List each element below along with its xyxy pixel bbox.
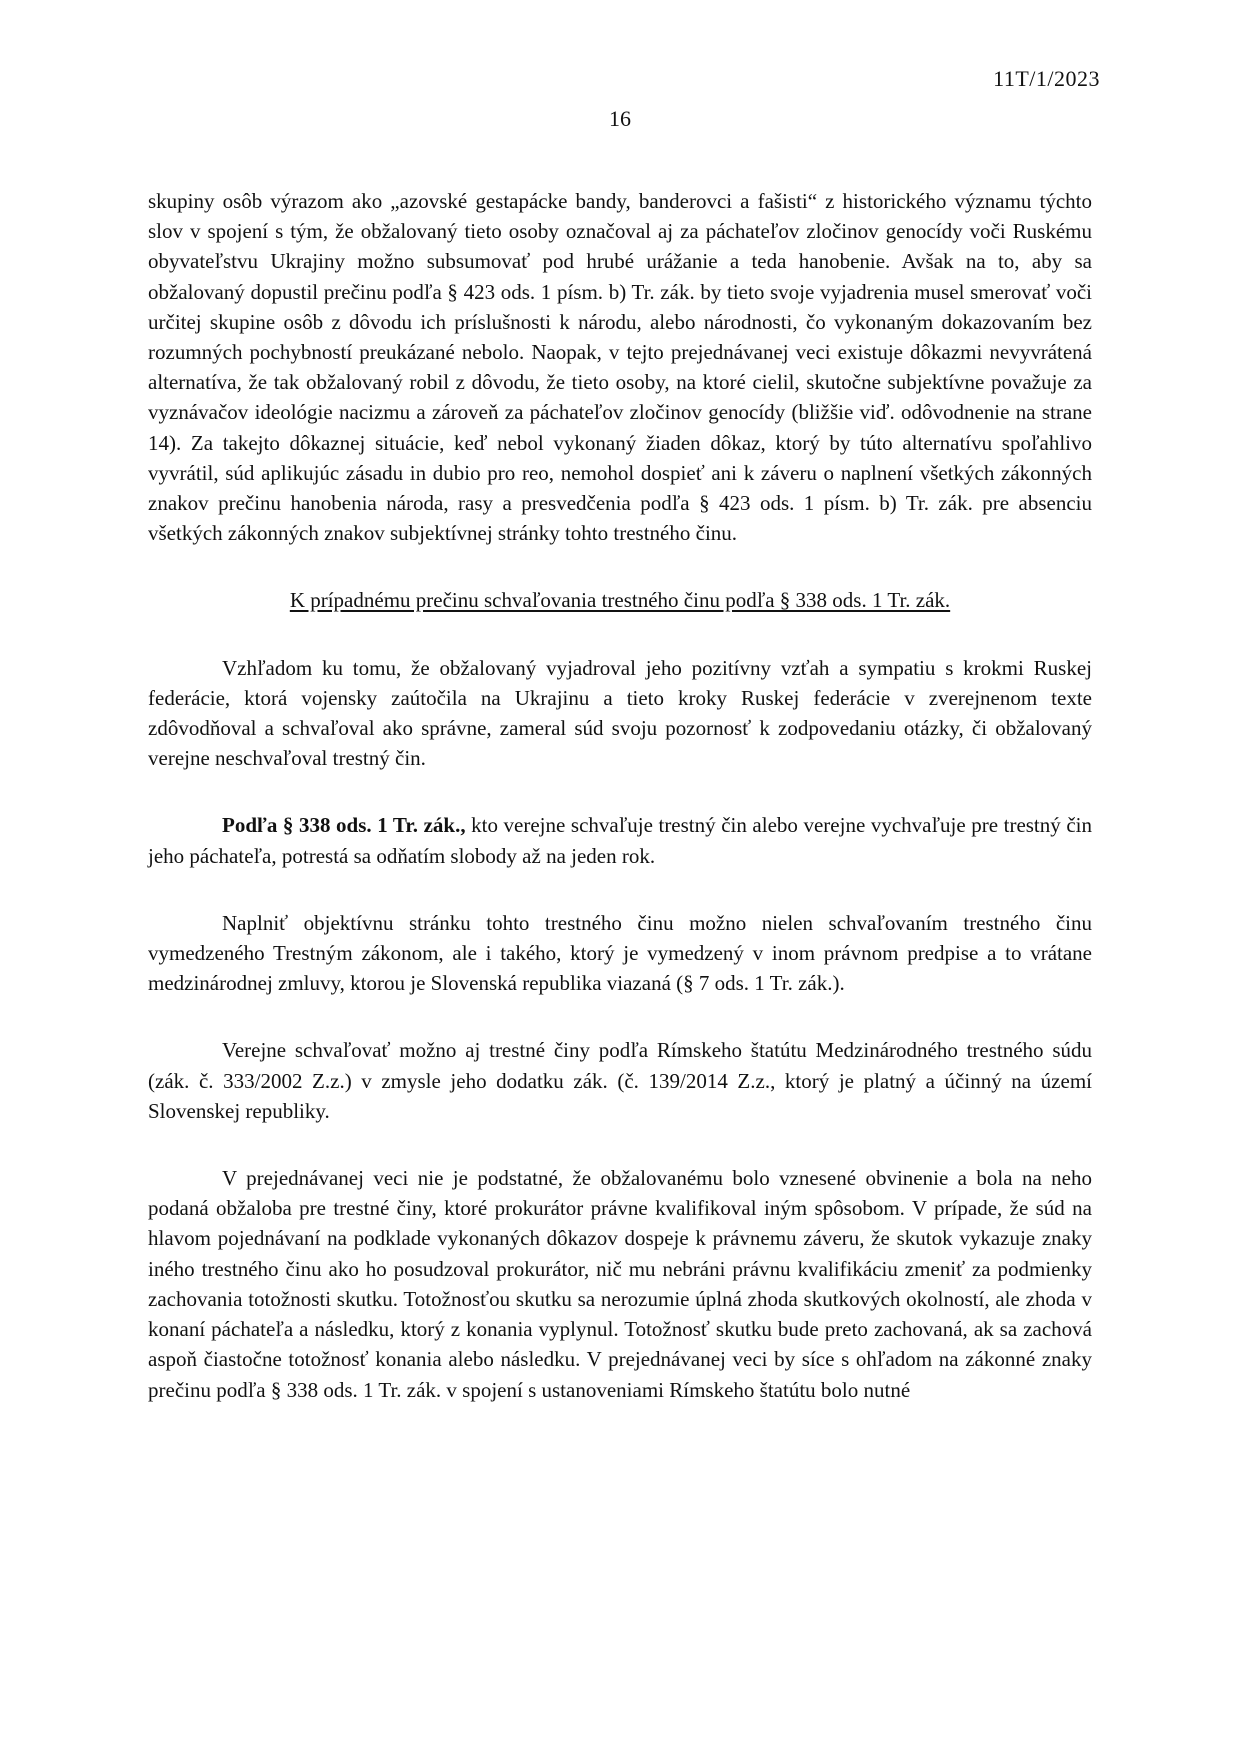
paragraph-objective-side: Naplniť objektívnu stránku tohto trestného činu možno nielen schvaľovaním trestného činu vymedzeného Trestným zákonom, ale i takého, ktorý je vymedzený v inom právnom predpise a to vrátane medzinárodnej zmluvy, ktorou je Slovenská republika viazaná (§ 7 ods. 1 Tr. zák.).	[148, 910, 1092, 996]
spacer	[148, 616, 1092, 653]
paragraph-rome-statute: Verejne schvaľovať možno aj trestné činy podľa Rímskeho štatútu Medzinárodného trestného súdu (zák. č. 333/2002 Z.z.) v zmysle jeho dodatku zák. (č. 139/2014 Z.z., ktorý je platný a účinný na území Slovenskej republiky.	[148, 1038, 1092, 1123]
paragraph-statute-338	[148, 810, 1092, 870]
case-number: 11T/1/2023	[993, 66, 1100, 91]
paragraph-legal-qualification: V prejednávanej veci nie je podstatné, že obžalovanému bolo vznesené obvinenie a bola na neho podaná obžaloba pre trestné činy, ktoré prokurátor právne kvalifikoval iným spôsobom. V prípade, že súd na hlavom pojednávaní na podklade vykonaných dôkazov dospeje k právnemu záveru, že skutok vykazuje znaky iného trestného činu ako ho posudzoval prokurátor, nič mu nebráni právnu kvalifikáciu zmeniť za podmienky zachovania totožnosti skutku. Totožnosťou skutku sa nerozumie úplná zhoda skutkových okolností, ale zhoda v konaní páchateľa a následku, ktorý z konania vyplynul. Totožnosť skutku bude preto zachovaná, ak sa zachová aspoň čiastočne totožnosť konania alebo následku. V prejednávanej veci by síce s ohľadom na zákonné znaky prečinu podľa § 338 ods. 1 Tr. zák. v spojení s ustanoveniami Rímskeho štatútu bolo nutné	[148, 1166, 1092, 1402]
document-body	[148, 186, 1092, 1405]
paragraph-vzhladom: Vzhľadom ku tomu, že obžalovaný vyjadroval jeho pozitívny vzťah a sympatiu s krokmi Ruskej federácie, ktorá vojensky zaútočila na Ukrajinu a tieto kroky Ruskej federácie v zverejnenom texte zdôvodňoval a schvaľoval ako správne, zameral súd svoju pozornosť k zodpovedaniu otázky, či obžalovaný verejne neschvaľoval trestný čin.	[148, 655, 1092, 771]
paragraph-continuation: skupiny osôb výrazom ako „azovské gestapácke bandy, banderovci a fašisti“ z historického významu týchto slov v spojení s tým, že obžalovaný tieto osoby označoval aj za páchateľov zločinov genocídy voči Ruskému obyvateľstvu Ukrajiny možno subsumovať pod hrubé urážanie a teda hanobenie. Avšak na to, aby sa obžalovaný dopustil prečinu podľa § 423 ods. 1 písm. b) Tr. zák. by tieto svoje vyjadrenia musel smerovať voči určitej skupine osôb z dôvodu ich príslušnosti k národu, alebo národnosti, čo vykonaným dokazovaním bez rozumných pochybností preukázané nebolo. Naopak, v tejto prejednávanej veci existuje dôkazmi nevyvrátená alternatíva, že tak obžalovaný robil z dôvodu, že tieto osoby, na ktoré cielil, skutočne subjektívne považuje za vyznávačov ideológie nacizmu a zároveň za páchateľov zločinov genocídy (bližšie viď. odôvodnenie na strane 14). Za takejto dôkaznej situácie, keď nebol vykonaný žiaden dôkaz, ktorý by túto alternatívu spoľahlivo vyvrátil, súd aplikujúc zásadu in dubio pro reo, nemohol dospieť ani k záveru o naplnení všetkých zákonných znakov prečinu hanobenia národa, rasy a presvedčenia podľa § 423 ods. 1 písm. b) Tr. zák. pre absenciu všetkých zákonných znakov subjektívnej stránky tohto trestného činu.	[148, 189, 1092, 546]
page-number: 16	[609, 106, 631, 131]
section-heading: K prípadnému prečinu schvaľovania trestného činu podľa § 338 ods. 1 Tr. zák.	[289, 588, 951, 613]
spacer	[148, 548, 1092, 585]
spacer	[148, 871, 1092, 908]
spacer	[148, 1126, 1092, 1163]
statute-text: kto verejne schvaľuje trestný čin alebo verejne vychvaľuje pre trestný čin jeho páchateľa, potrestá sa odňatím slobody až na jeden rok.	[148, 813, 1092, 868]
spacer	[148, 773, 1092, 810]
statute-reference: Podľa § 338 ods. 1 Tr. zák.,	[222, 813, 466, 838]
spacer	[148, 998, 1092, 1035]
